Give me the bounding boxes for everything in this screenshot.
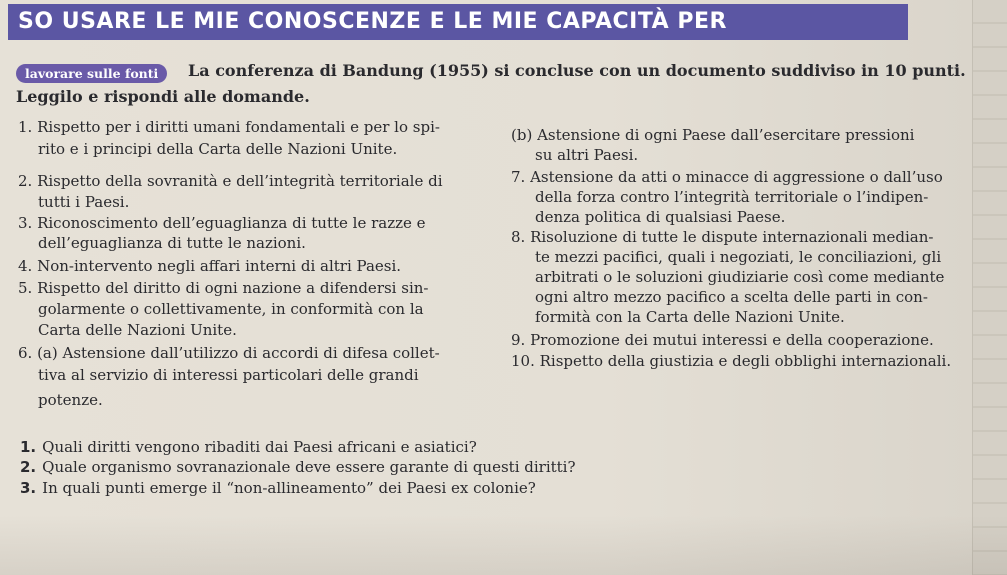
point-line: golarmente o collettivamente, in conformità con la [38,300,424,318]
intro-text: La conferenza di Bandung (1955) si concluse con un documento suddiviso in 10 punti. [188,61,966,80]
point-line: 4. Non-intervento negli affari interni di altri Paesi. [18,257,402,275]
point-line: dell’eguaglianza di tutte le nazioni. [38,234,306,252]
point-line: (b) Astensione di ogni Paese dall’esercitare pressioni [511,126,915,144]
point-line: tiva al servizio di interessi particolari delle grandi [38,366,419,384]
point-line: 9. Promozione dei mutui interessi e della cooperazione. [511,331,934,349]
point-line: 5. Rispetto del diritto di ogni nazione a difendersi sin- [18,279,429,297]
point-line: 10. Rispetto della giustizia e degli obblighi internazionali. [511,352,952,370]
question-item [20,458,576,476]
point-line: 7. Astensione da atti o minacce di aggressione o dall’uso [511,168,943,186]
point-line: su altri Paesi. [535,146,639,164]
point-line: tutti i Paesi. [38,193,130,211]
page-edge [972,0,1007,575]
point-line: te mezzi pacifici, quali i negoziati, le conciliazioni, gli [535,248,942,266]
question-item [20,479,536,497]
point-line: formità con la Carta delle Nazioni Unite. [535,308,845,326]
section-banner: SO USARE LE MIE CONOSCENZE E LE MIE CAPACITÀ PER [8,4,908,40]
question-number: 1. [20,438,37,456]
question-number: 2. [20,458,37,476]
point-line: della forza contro l’integrità territoriale o l’indipen- [535,188,929,206]
point-line: 2. Rispetto della sovranità e dell’integrità territoriale di [18,172,443,190]
point-line: potenze. [38,391,103,409]
source-tag: lavorare sulle fonti [16,64,167,83]
question-text: Quale organismo sovranazionale deve essere garante di questi diritti? [42,458,576,476]
point-line: Carta delle Nazioni Unite. [38,321,237,339]
point-line: 1. Rispetto per i diritti umani fondamentali e per lo spi- [18,118,440,136]
page-shadow [0,515,1007,575]
question-number: 3. [20,479,37,497]
point-line: 8. Risoluzione di tutte le dispute internazionali median- [511,228,934,246]
question-text: Quali diritti vengono ribaditi dai Paesi africani e asiatici? [42,438,477,456]
intro-instruction: Leggilo e rispondi alle domande. [16,87,310,106]
question-item [20,438,477,456]
point-line: 3. Riconoscimento dell’eguaglianza di tutte le razze e [18,214,426,232]
question-text: In quali punti emerge il “non-allineamento” dei Paesi ex colonie? [42,479,536,497]
point-line: ogni altro mezzo pacifico a scelta delle parti in con- [535,288,928,306]
point-line: rito e i principi della Carta delle Nazioni Unite. [38,140,398,158]
point-line: arbitrati o le soluzioni giudiziarie così come mediante [535,268,945,286]
point-line: 6. (a) Astensione dall’utilizzo di accordi di difesa collet- [18,344,440,362]
point-line: denza politica di qualsiasi Paese. [535,208,786,226]
